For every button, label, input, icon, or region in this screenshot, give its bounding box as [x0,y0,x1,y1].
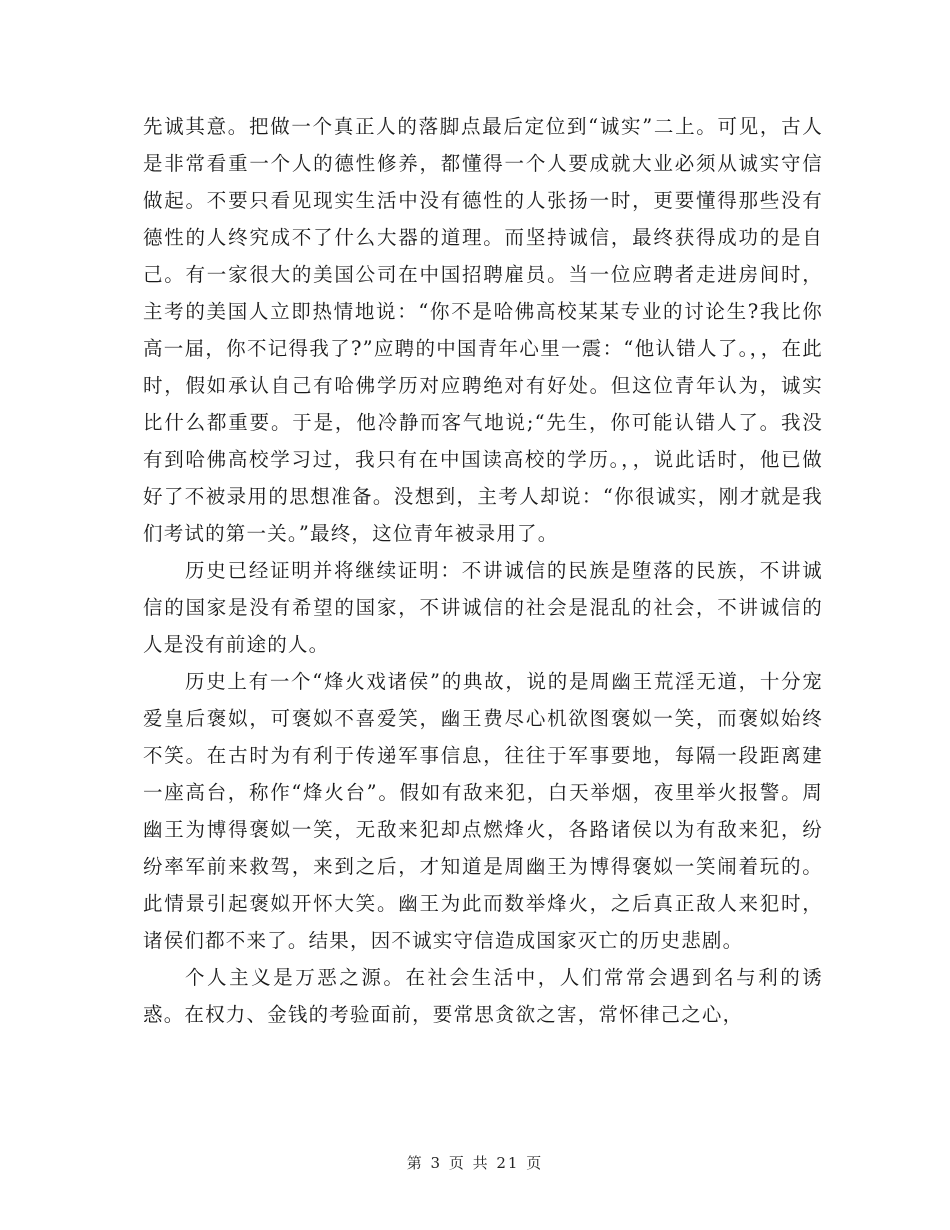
paragraph: 历史已经证明并将继续证明：不讲诚信的民族是堕落的民族，不讲诚信的国家是没有希望的国家，不讲诚信的社会是混乱的社会，不讲诚信的人是没有前途的人。 [143,559,823,656]
page-footer: 第 3 页 共 21 页 [406,1154,544,1172]
paragraph: 个人主义是万恶之源。在社会生活中，人们常常会遇到名与利的诱惑。在权力、金钱的考验面前，要常思贪欲之害，常怀律己之心， [143,966,823,1026]
paragraph: 历史上有一个“烽火戏诸侯”的典故，说的是周幽王荒淫无道，十分宠爱皇后褒姒，可褒姒不喜爱笑，幽王费尽心机欲图褒姒一笑，而褒姒始终不笑。在古时为有利于传递军事信息，往往于军事要地，每隔一段距离建一座高台，称作“烽火台”。假如有敌来犯，白天举烟，夜里举火报警。周幽王为博得褒姒一笑，无敌来犯却点燃烽火，各路诸侯以为有敌来犯，纷纷率军前来救驾，来到之后，才知道是周幽王为博得褒姒一笑闹着玩的。此情景引起褒姒开怀大笑。幽王为此而数举烽火，之后真正敌人来犯时，诸侯们都不来了。结果，因不诚实守信造成国家灭亡的历史悲剧。 [143,670,823,952]
document-body [143,108,823,1033]
paragraph: 先诚其意。把做一个真正人的落脚点最后定位到“诚实”二上。可见，古人是非常看重一个人的德性修养，都懂得一个人要成就大业必须从诚实守信做起。不要只看见现实生活中没有德性的人张扬一时，更要懂得那些没有德性的人终究成不了什么大器的道理。而坚持诚信，最终获得成功的是自己。有一家很大的美国公司在中国招聘雇员。当一位应聘者走进房间时，主考的美国人立即热情地说：“你不是哈佛高校某某专业的讨论生?我比你高一届，你不记得我了?”应聘的中国青年心里一震：“他认错人了。，，在此时，假如承认自己有哈佛学历对应聘绝对有好处。但这位青年认为，诚实比什么都重要。于是，他冷静而客气地说;“先生，你可能认错人了。我没有到哈佛高校学习过，我只有在中国读高校的学历。，，说此话时，他已做好了不被录用的思想准备。没想到，主考人却说：“你很诚实，刚才就是我们考试的第一关。”最终，这位青年被录用了。 [143,115,823,545]
